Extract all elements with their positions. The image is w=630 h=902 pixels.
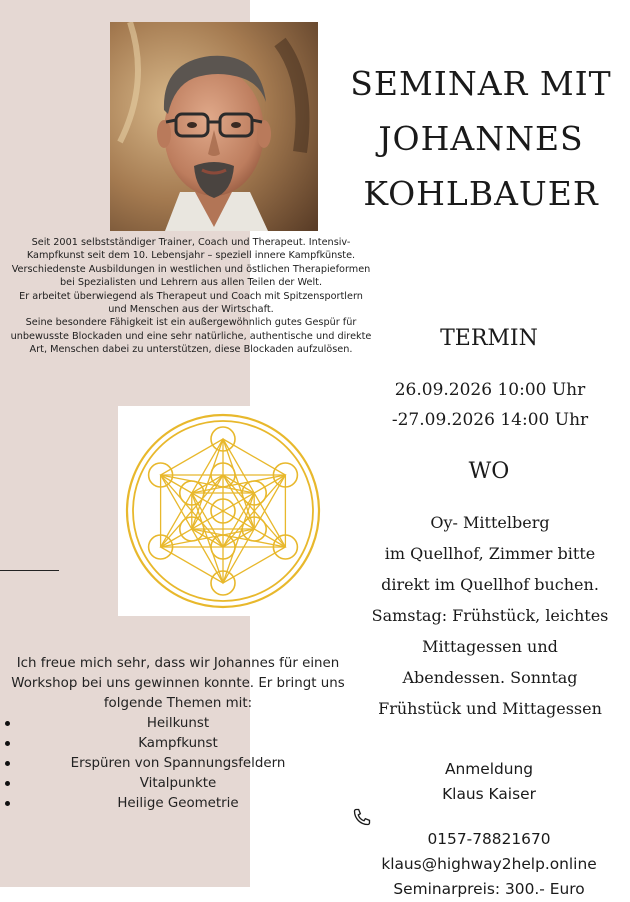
termin-dates	[362, 375, 618, 435]
topic-label: Kampfkunst	[138, 736, 218, 751]
email-address[interactable]: klaus@highway2help.online	[381, 855, 597, 873]
bio-line: Verschiedenste Ausbildungen in westlichen und östlichen Therapieformen	[11, 263, 371, 275]
phone-row	[352, 807, 626, 852]
title-line: KOHLBAUER	[363, 174, 599, 213]
bio-line: und Menschen aus der Wirtschaft.	[108, 304, 274, 316]
date-line: 26.09.2026 10:00 Uhr	[394, 380, 586, 400]
portrait-illustration	[110, 22, 318, 231]
bullet-icon	[5, 721, 10, 726]
location-line: Samstag: Frühstück, leichtes	[371, 606, 609, 625]
topic-item	[0, 794, 356, 814]
bullet-icon	[5, 781, 10, 786]
bullet-icon	[5, 761, 10, 766]
topic-label: Heilige Geometrie	[117, 796, 239, 811]
location-details	[356, 507, 624, 724]
contact-block	[352, 757, 626, 902]
phone-number[interactable]: 0157-78821670	[427, 830, 551, 848]
location-line: Mittagessen und	[422, 637, 558, 656]
title-line: JOHANNES	[378, 119, 584, 158]
sacred-geometry-image	[118, 406, 328, 616]
registration-label: Anmeldung	[444, 760, 534, 778]
date-line: -27.09.2026 14:00 Uhr	[391, 410, 589, 430]
bio-line: unbewusste Blockaden und eine sehr natürliche, authentische und direkte	[10, 330, 372, 342]
bio-line: bei Spezialisten und Lehrern aus allen Teilen der Welt.	[59, 277, 323, 289]
bio-line: Seit 2001 selbstständiger Trainer, Coach und Therapeut. Intensiv-	[31, 237, 351, 248]
location-line: Oy- Mittelberg	[430, 513, 550, 532]
location-line: Abendessen. Sonntag	[402, 668, 578, 687]
seminar-price: Seminarpreis: 300.- Euro	[393, 880, 585, 898]
trainer-bio	[2, 236, 380, 357]
title-line: SEMINAR MIT	[350, 64, 612, 103]
wo-heading: WO	[468, 459, 510, 484]
location-line: direkt im Quellhof buchen.	[381, 575, 599, 594]
topic-label: Vitalpunkte	[139, 776, 217, 791]
bullet-icon	[5, 741, 10, 746]
intro-line: Ich freue mich sehr, dass wir Johannes für einen	[16, 656, 340, 671]
topic-label: Erspüren von Spannungsfeldern	[70, 756, 286, 771]
location-line: Frühstück und Mittagessen	[378, 699, 602, 718]
contact-name: Klaus Kaiser	[442, 785, 536, 803]
topic-item	[0, 774, 356, 794]
topic-item	[0, 754, 356, 774]
topic-item	[0, 714, 356, 734]
topic-list	[0, 714, 356, 814]
bio-line: Art, Menschen dabei zu unterstützen, diese Blockaden aufzulösen.	[29, 344, 353, 356]
bio-line: Kampfkunst seit dem 10. Lebensjahr – speziell innere Kampfkünste.	[26, 250, 356, 262]
phone-icon	[352, 807, 372, 827]
location-line: im Quellhof, Zimmer bitte	[384, 544, 596, 563]
intro-line: folgende Themen mit:	[103, 696, 253, 711]
workshop-intro	[0, 654, 356, 814]
bio-line: Er arbeitet überwiegend als Therapeut und Coach mit Spitzensportlern	[19, 290, 363, 302]
intro-line: Workshop bei uns gewinnen konnte. Er bringt uns	[11, 676, 345, 691]
termin-heading: TERMIN	[440, 326, 538, 351]
divider-line	[0, 570, 59, 571]
seminar-title	[340, 56, 622, 221]
topic-item	[0, 734, 356, 754]
topic-label: Heilkunst	[146, 716, 210, 731]
portrait-photo	[110, 22, 318, 231]
metatrons-cube-icon	[118, 406, 328, 616]
bio-line: Seine besondere Fähigkeit ist ein außergewöhnlich gutes Gespür für	[25, 317, 357, 329]
bullet-icon	[5, 801, 10, 806]
